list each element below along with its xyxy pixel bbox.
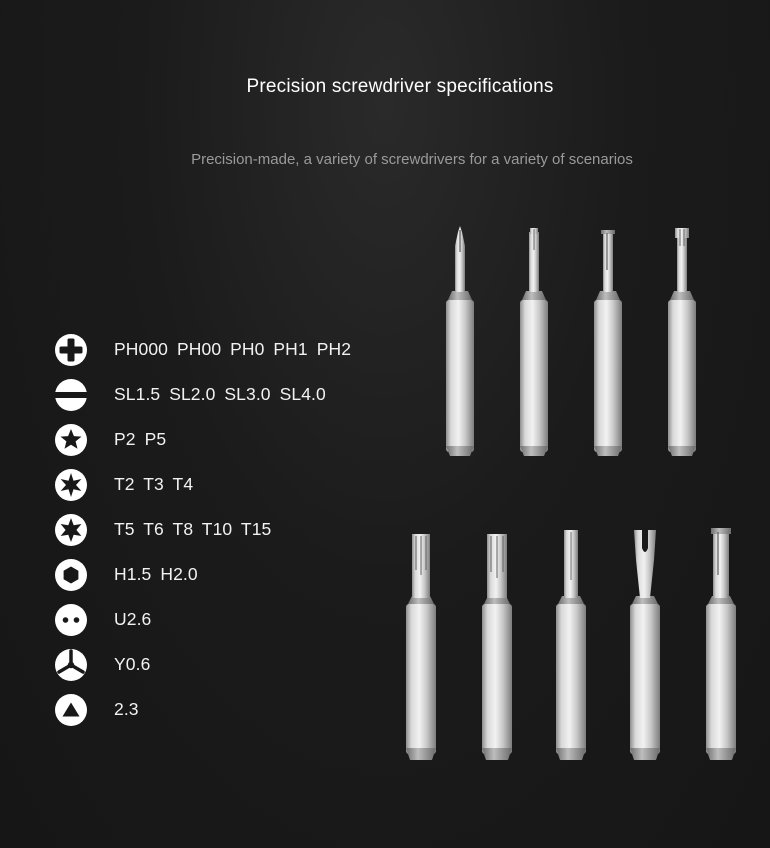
bit-slotted-top	[594, 230, 622, 456]
spec-label: T5 T6 T8 T10 T15	[114, 519, 272, 539]
spec-label: T2 T3 T4	[114, 474, 194, 494]
spec-label: 2.3	[114, 699, 139, 719]
phillips-icon	[54, 333, 88, 367]
spec-row-torx-small	[54, 462, 351, 507]
page-title: Precision screwdriver specifications	[246, 76, 554, 97]
spec-row-slotted	[54, 372, 351, 417]
bit-u-shape	[630, 530, 660, 760]
torx-small-icon	[54, 468, 88, 502]
bit-slotted-bottom	[556, 530, 586, 760]
spec-row-u-shape	[54, 597, 351, 642]
spec-row-triangle	[54, 687, 351, 732]
bit-torx-top	[520, 228, 548, 456]
spec-label: P2 P5	[114, 429, 167, 449]
spec-label: PH000 PH00 PH0 PH1 PH2	[114, 339, 352, 359]
spec-row-hex	[54, 552, 351, 597]
spec-list	[54, 327, 351, 732]
spec-label: H1.5 H2.0	[114, 564, 198, 584]
spec-row-torx-large	[54, 507, 351, 552]
spec-label: SL1.5 SL2.0 SL3.0 SL4.0	[114, 384, 326, 404]
slotted-icon	[54, 378, 88, 412]
spec-row-tri-wing	[54, 642, 351, 687]
bit-slotted-bottom-2	[706, 528, 736, 760]
torx-large-icon	[54, 513, 88, 547]
bit-torx-bottom-1	[406, 534, 436, 760]
spec-row-pentalobe	[54, 417, 351, 462]
bit-torx-top-2	[668, 228, 696, 456]
triangle-icon	[54, 693, 88, 727]
u-shape-icon	[54, 603, 88, 637]
spec-label: U2.6	[114, 609, 152, 629]
pentalobe-icon	[54, 423, 88, 457]
page-subtitle: Precision-made, a variety of screwdrivers for a variety of scenarios	[191, 151, 633, 168]
bit-phillips	[446, 226, 474, 456]
tri-wing-icon	[54, 648, 88, 682]
bit-torx-bottom-2	[482, 534, 512, 760]
hex-icon	[54, 558, 88, 592]
spec-row-phillips	[54, 327, 351, 372]
spec-label: Y0.6	[114, 654, 151, 674]
